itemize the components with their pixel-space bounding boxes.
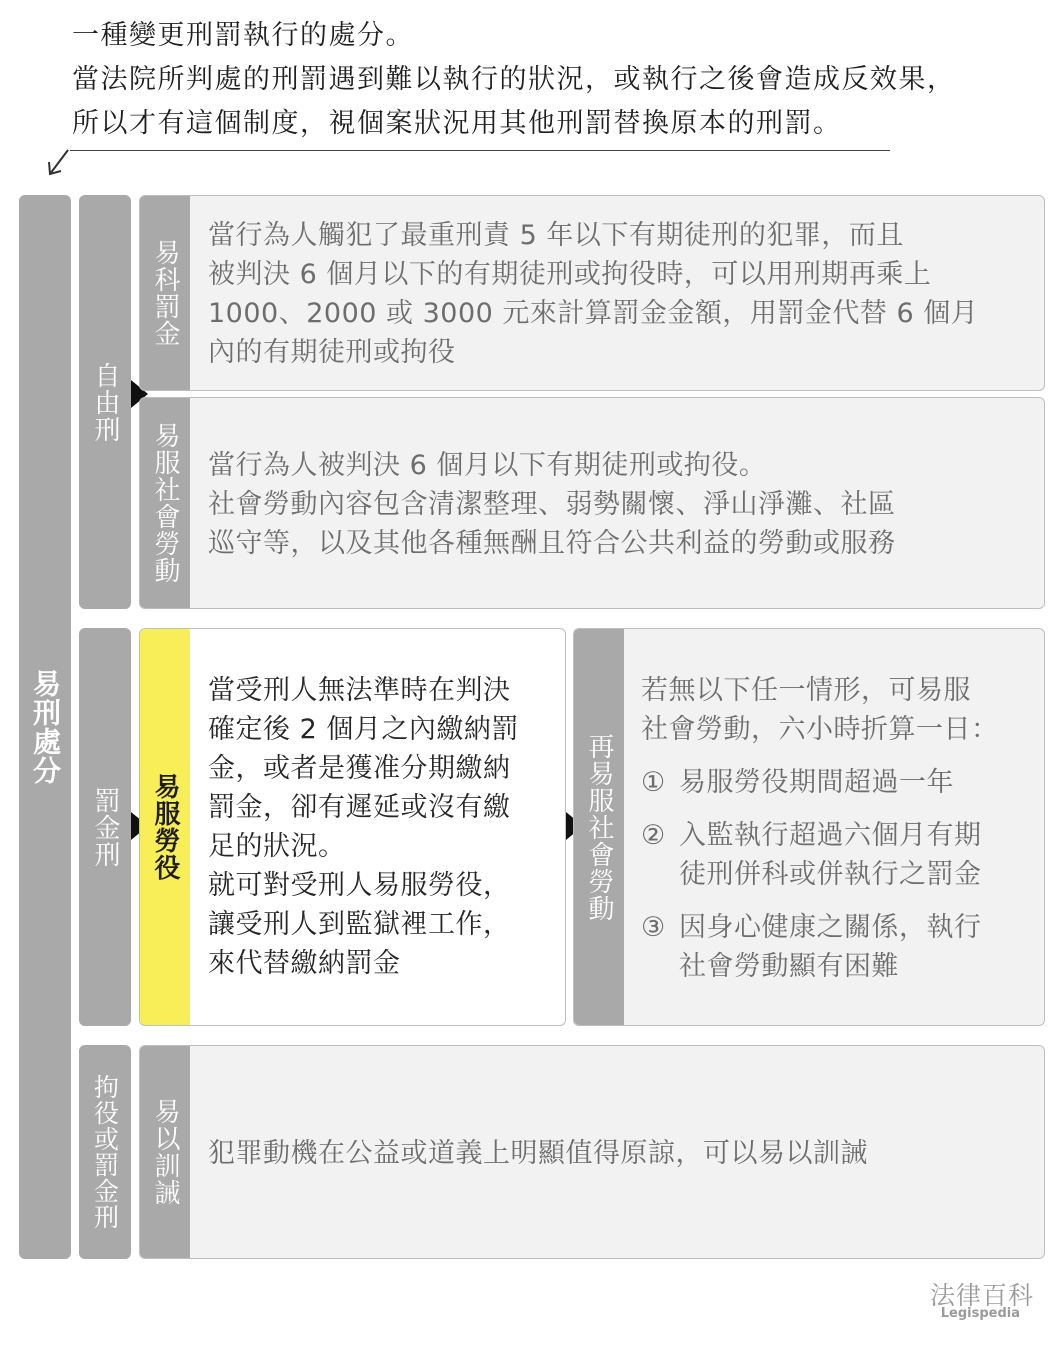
root-tab [19,195,71,1259]
intro-line-1: 一種變更刑罰執行的處分。 [72,20,414,51]
box-reservice [573,628,1045,1026]
desc-line: 巡守等，以及其他各種無酬且符合公共利益的勞動或服務 [208,528,896,559]
desc-line: 足的狀況。 [208,831,346,862]
desc-line: 金，或者是獲准分期繳納 [208,753,511,784]
desc-line: 內的有期徒刑或拘役 [208,337,456,368]
intro-line-2: 當法院所判處的刑罰遇到難以執行的狀況，或執行之後會造成反效果， [72,64,956,95]
condition-number: ① [641,767,666,798]
strip-labor-service [140,629,190,1025]
condition-list [641,763,1032,986]
condition-item [641,908,1032,986]
section-tab-detention [79,1045,131,1259]
condition-item [641,816,1032,894]
label-fine-conversion: 易科罰金 [150,239,180,347]
condition-text: 入監執行超過六個月有期 [679,820,982,851]
desc-line: 若無以下任一情形，可易服 [641,675,971,706]
box-admonish [139,1045,1045,1259]
desc-line: 被判決 6 個月以下的有期徒刑或拘役時，可以用刑期再乘上 [208,259,932,290]
pointer-arrow-icon [44,146,74,178]
condition-item [641,763,1032,802]
section-label-fine: 罰金刑 [90,786,120,868]
desc-line: 社會勞動內容包含清潔整理、弱勢關懷、淨山淨灘、社區 [208,489,896,520]
strip-community-service [140,398,190,608]
desc-line: 來代替繳納罰金 [208,948,401,979]
intro-line-3: 所以才有這個制度，視個案狀況用其他刑罰替換原本的刑罰。 [72,108,842,139]
root-label: 易刑處分 [29,669,62,785]
condition-number: ③ [641,912,666,943]
condition-text: 社會勞動顯有困難 [679,951,899,982]
strip-fine-conversion [140,196,190,390]
desc-fine-conversion [208,216,1032,372]
section-tab-freedom [79,195,131,609]
label-admonish: 易以訓誡 [150,1098,180,1206]
desc-line: 當行為人觸犯了最重刑責 5 年以下有期徒刑的犯罪，而且 [208,220,904,251]
brand-logo-text: 法律百科 [929,1281,1034,1310]
desc-community-service [208,446,1032,563]
desc-line: 就可對受刑人易服勞役， [208,870,511,901]
intro-underline [70,150,890,151]
box-fine-conversion [139,195,1045,391]
desc-line: 當受刑人無法準時在判決 [208,675,511,706]
section-tab-fine [79,628,131,1026]
section-label-detention: 拘役或罰金刑 [90,1074,120,1230]
desc-admonish [208,1134,1032,1173]
strip-reservice [574,629,624,1025]
desc-line: 社會勞動，六小時折算一日： [641,714,999,745]
desc-line: 罰金，卻有遲延或沒有繳 [208,792,511,823]
strip-admonish [140,1046,190,1258]
section-label-freedom: 自由刑 [90,361,120,443]
condition-number: ② [641,820,666,851]
label-labor-service: 易服勞役 [150,773,180,881]
desc-line: 1000、2000 或 3000 元來計算罰金金額，用罰金代替 6 個月 [208,298,979,329]
desc-line: 讓受刑人到監獄裡工作， [208,909,511,940]
desc-reservice-intro [641,671,1032,749]
desc-labor-service [208,671,553,983]
box-community-service [139,397,1045,609]
label-reservice: 再易服社會勞動 [584,732,614,922]
desc-line: 犯罪動機在公益或道義上明顯值得原諒，可以易以訓誡 [208,1138,868,1169]
condition-text: 易服勞役期間超過一年 [679,767,954,798]
desc-line: 確定後 2 個月之內繳納罰 [208,714,519,745]
brand-subtitle: Legispedia [940,1306,1020,1321]
condition-text: 因身心健康之關係，執行 [679,912,982,943]
label-community-service: 易服社會勞動 [150,422,180,584]
box-labor-service [139,628,566,1026]
condition-text: 徒刑併科或併執行之罰金 [679,859,982,890]
desc-line: 當行為人被判決 6 個月以下有期徒刑或拘役。 [208,450,767,481]
